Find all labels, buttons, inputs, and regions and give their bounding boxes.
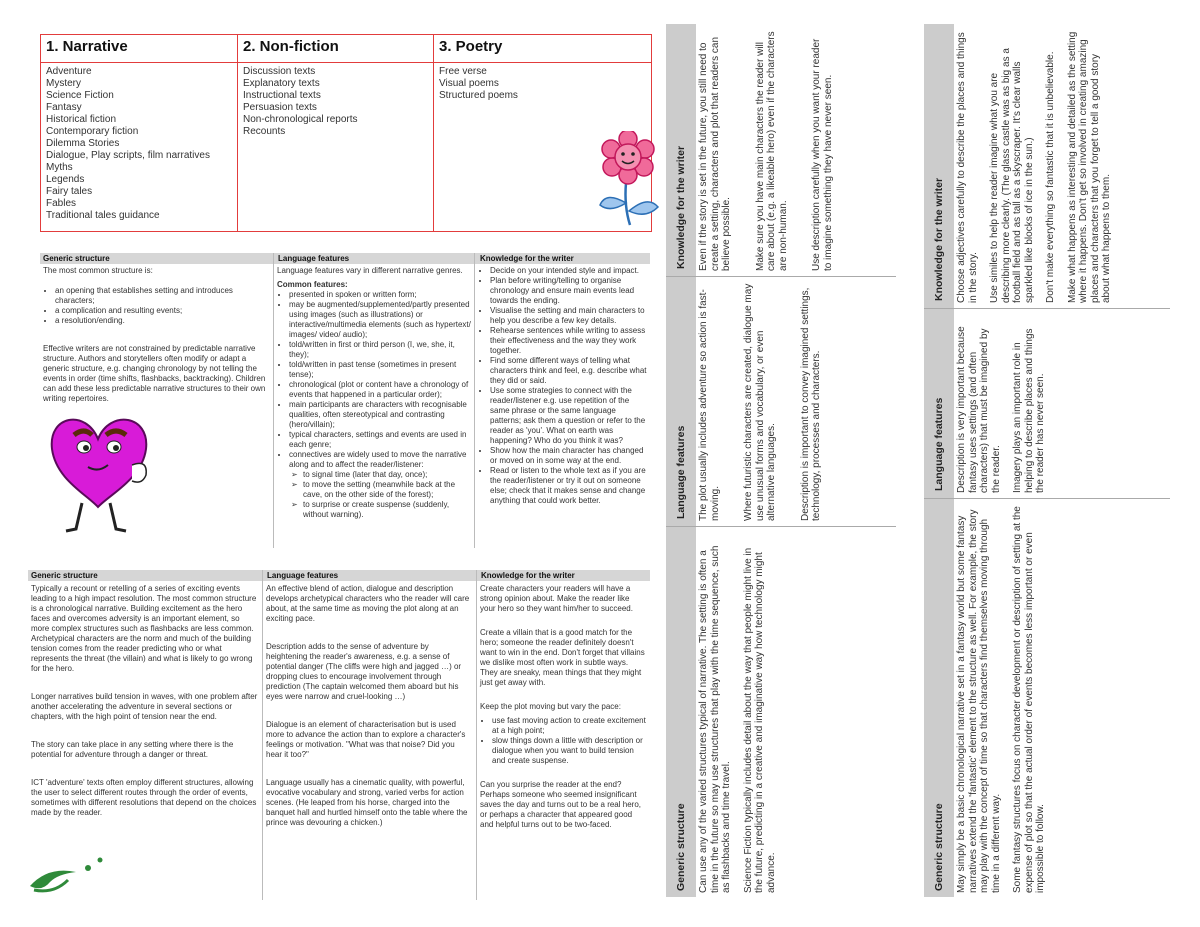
paragraph: Description is very important because fantasy uses settings (and often characters) that must be imagined by the reader. xyxy=(956,326,1002,493)
paragraph: Use description carefully when you want your reader to imagine something they have never seen. xyxy=(811,38,834,271)
list-item: Traditional tales guidance xyxy=(46,210,160,221)
list-item: • an opening that establishes setting and introduces characters; xyxy=(55,286,269,306)
paragraph: Some fantasy structures focus on character development or description of setting at the expense of plot so that the actual order of events becomes less important or even impossible to follow. xyxy=(1012,506,1046,893)
list-item: • chronological (plot or content have a chronology of events that happened in a particular order); xyxy=(289,380,471,400)
paragraph: Where futuristic characters are created, dialogue may use unusual forms and vocabulary, or even alternative languages. xyxy=(743,283,777,521)
paragraph: Can use any of the varied structures typical of narrative. The setting is often a time in the future so may use structures that play with the time sequence, such as flashbacks and time travel. xyxy=(698,545,732,893)
narrative-heading: 1. Narrative xyxy=(41,35,237,63)
paragraph: ICT 'adventure' texts often employ different structures, allowing the user to select different routes through the order of events, sometimes with different resolutions that depend on the choices made by the reader. xyxy=(31,778,257,817)
list-item: Explanatory texts xyxy=(243,78,320,89)
list-item: Legends xyxy=(46,174,85,185)
column-header: Knowledge for the writer xyxy=(481,571,575,580)
language-features-cell xyxy=(274,266,474,520)
paragraph: Imagery plays an important role in helping to describe places and things the reader has never seen. xyxy=(1012,328,1046,493)
paragraph: Don't make everything so fantastic that it is unbelievable. xyxy=(1045,51,1056,303)
paragraph: Create a villain that is a good match for the hero; someone the reader definitely doesn't want to win in the end. Don't forget that villains we dislike most often work in subtle ways. They are sneaky, mean things that they might just get away with. xyxy=(480,628,645,687)
list-item: Science Fiction xyxy=(46,90,114,101)
column-header: Knowledge for the writer xyxy=(480,254,574,263)
list-item: Non-chronological reports xyxy=(243,114,358,125)
list-item: • main participants are characters with recognisable qualities, often stereotypical and contrasting (hero/villain); xyxy=(289,400,471,430)
list-item: Historical fiction xyxy=(46,114,117,125)
list-item: • Rehearse sentences while writing to assess their effectiveness and the way they work together. xyxy=(490,326,647,356)
list-item: Instructional texts xyxy=(243,90,321,101)
connective-list xyxy=(289,470,471,520)
list-item: • told/written in past tense (sometimes in present tense); xyxy=(289,360,471,380)
generic-bullets xyxy=(43,286,269,326)
column-header: Generic structure xyxy=(43,254,110,263)
fantasy-language-cell xyxy=(956,311,1170,497)
lang-common-heading: Common features: xyxy=(277,280,348,289)
narrative-column xyxy=(41,35,238,231)
poetry-list xyxy=(434,63,651,102)
narrative-overview-table xyxy=(40,253,650,548)
list-item: ➢ to move the setting (meanwhile back at the cave, on the other side of the forest); xyxy=(303,480,471,500)
fantasy-generic-cell xyxy=(956,501,1170,897)
adventure-generic-cell xyxy=(28,584,261,827)
list-item: Mystery xyxy=(46,78,81,89)
lang-intro: Language features vary in different narrative genres. xyxy=(277,266,463,275)
list-item: Free verse xyxy=(439,66,487,77)
poetry-heading: 3. Poetry xyxy=(434,35,651,63)
leaf-decoration-icon xyxy=(28,852,108,896)
column-header: Language features xyxy=(278,254,350,263)
list-item: Fairy tales xyxy=(46,186,93,197)
pace-bullets xyxy=(480,716,647,766)
list-item: • Read or listen to the whole text as if you are the reader/listener or try it out on someone else; check that it makes sense and change anything that could work better. xyxy=(490,466,647,506)
list-item: ➢ to signal time (later that day, once); xyxy=(303,470,471,480)
list-item: • Use some strategies to connect with the reader/listener e.g. use repetition of the same phrase or the same language patterns; ask them a question or refer to the reader as 'you'. What on earth was happening? Who do you think it was? xyxy=(490,386,647,446)
paragraph: Keep the plot moving but vary the pace: xyxy=(480,702,621,711)
list-item: Fantasy xyxy=(46,102,82,113)
column-header: Generic structure xyxy=(675,803,687,891)
nonfiction-list xyxy=(238,63,433,138)
paragraph: Longer narratives build tension in waves, with one problem after another accelerating the adventure in several sections or chapters, with the high point of tension near the end. xyxy=(31,692,258,721)
column-header: Language features xyxy=(267,571,339,580)
generic-paragraph: Effective writers are not constrained by predictable narrative structure. Authors and storytellers often modify or adapt a generic structure, e.g. changing chronology by not telling the events in order (time shifts, flashbacks, backtracking). Children can add these less predictable narrative structures to their own writing repertoires. xyxy=(43,344,266,403)
list-item: • slow things down a little with description or dialogue when you want to build tension and create suspense. xyxy=(492,736,647,766)
paragraph: Use similes to help the reader imagine what you are describing more clearly. (The glass castle was as big as a football field and as tall as a skyscraper. It's clear walls sparkled like blocks of ice in the sun.) xyxy=(989,48,1035,303)
heart-character-icon xyxy=(46,409,156,539)
list-item: • connectives are widely used to move the narrative along and to affect the reader/listener: xyxy=(289,450,471,470)
list-item: Contemporary fiction xyxy=(46,126,139,137)
knowledge-bullets xyxy=(478,266,647,506)
list-item: Structured poems xyxy=(439,90,518,101)
list-item: • Visualise the setting and main characters to help you describe a few key details. xyxy=(490,306,647,326)
list-item: Dialogue, Play scripts, film narratives xyxy=(46,150,210,161)
list-item: Discussion texts xyxy=(243,66,316,77)
paragraph: Even if the story is set in the future, you still need to create a setting, characters and plot that readers can believe possible. xyxy=(698,36,732,271)
genres-table xyxy=(40,34,652,232)
paragraph: Make what happens as interesting and detailed as the setting where it happens. Don't get so involved in creating amazing places and characters that you forget to tell a good story about what happens to them. xyxy=(1066,31,1112,303)
nonfiction-heading: 2. Non-fiction xyxy=(238,35,433,63)
science-fiction-table xyxy=(666,24,896,897)
list-item: ➢ to surprise or create suspense (suddenly, without warning). xyxy=(303,500,471,520)
fantasy-table xyxy=(924,24,1170,897)
list-item: • told/written in first or third person (I, we, she, it, they); xyxy=(289,340,471,360)
lang-bullets xyxy=(277,290,471,470)
scifi-knowledge-cell xyxy=(698,24,896,275)
nonfiction-column xyxy=(238,35,434,231)
paragraph: May simply be a basic chronological narrative set in a fantasy world but some fantasy narratives extend the 'fantastic' element to the structure as well. For example, the story may play with the concept of time so that characters find themselves moving through time in a different way. xyxy=(956,509,1002,893)
list-item: • Find some different ways of telling what characters think and feel, e.g. describe what they did or said. xyxy=(490,356,647,386)
column-header: Generic structure xyxy=(31,571,98,580)
paragraph: Description is important to convey imagined settings, technology, processes and characters. xyxy=(799,287,822,521)
column-header: Knowledge for the writer xyxy=(933,177,945,301)
column-header: Knowledge for the writer xyxy=(675,145,687,269)
scifi-language-cell xyxy=(698,279,896,525)
paragraph: Typically a recount or retelling of a series of exciting events leading to a high impact resolution. The most common structure is a chronological narrative. Building excitement as the hero faces and overcomes adversity is an important element, so more complex structures such as flashbacks are less common. Archetypical characters are the norm and much of the building tension comes from the reader predicting who or what represents the threat (the villain) and what is likely to go wrong for the hero. xyxy=(31,584,257,673)
list-item: • may be augmented/supplemented/partly presented using images (such as illustrations) or interactive/multimedia elements (such as hypertext/ images/ video/ audio); xyxy=(289,300,471,340)
list-item: Persuasion texts xyxy=(243,102,317,113)
adventure-knowledge-cell xyxy=(477,584,650,839)
scifi-generic-cell xyxy=(698,529,896,897)
narrative-list xyxy=(41,63,237,222)
list-item: • use fast moving action to create excitement at a high point; xyxy=(492,716,647,736)
list-item: Dilemma Stories xyxy=(46,138,120,149)
paragraph: Language usually has a cinematic quality, with powerful, evocative vocabulary and strong, varied verbs for action scenes. (He leaped from his horse, charged into the banquet hall and hurtled himself onto the table where the prince was devouring a chicken.) xyxy=(266,778,468,827)
paragraph: Can you surprise the reader at the end? Perhaps someone who seemed insignificant saves the day and turns out to be a real hero, or perhaps a character that appeared good and helpful turns out to be two-faced. xyxy=(480,780,641,829)
list-item: • Decide on your intended style and impact. xyxy=(490,266,647,276)
list-item: Adventure xyxy=(46,66,92,77)
generic-intro: The most common structure is: xyxy=(43,266,153,275)
paragraph: Choose adjectives carefully to describe the places and things in the story. xyxy=(956,32,979,303)
paragraph: Science Fiction typically includes detail about the way that people might live in the future, predicting in a creative and imaginative way how technology might advance. xyxy=(742,547,777,893)
generic-structure-cell xyxy=(40,266,272,404)
knowledge-cell xyxy=(475,266,650,506)
paragraph: Create characters your readers will have a strong opinion about. Make the reader like your hero so they want him/her to succeed. xyxy=(480,584,633,613)
list-item: • presented in spoken or written form; xyxy=(289,290,471,300)
column-header: Generic structure xyxy=(933,803,945,891)
list-item: • Plan before writing/telling to organise chronology and ensure main events lead towards the ending. xyxy=(490,276,647,306)
adventure-language-cell xyxy=(263,584,475,837)
flower-icon xyxy=(596,131,660,227)
list-item: Myths xyxy=(46,162,73,173)
list-item: Visual poems xyxy=(439,78,499,89)
column-header: Language features xyxy=(675,425,687,519)
list-item: • a resolution/ending. xyxy=(55,316,269,326)
list-item: Fables xyxy=(46,198,77,209)
paragraph: Make sure you have main characters the reader will care about (e.g. a likeable hero) even if the characters are non-human. xyxy=(754,31,789,271)
paragraph: Dialogue is an element of characterisation but is used more to advance the action than to explore a character's feelings or motivation. "What was that noise? Did you hear it too?" xyxy=(266,720,466,759)
fantasy-knowledge-cell xyxy=(956,24,1170,307)
column-header: Language features xyxy=(933,397,945,491)
paragraph: An effective blend of action, dialogue and description develops archetypical characters who the reader will care about, at the same time as moving the plot along at an exciting pace. xyxy=(266,584,470,623)
list-item: • Show how the main character has changed or moved on in some way at the end. xyxy=(490,446,647,466)
list-item: • a complication and resulting events; xyxy=(55,306,269,316)
paragraph: The story can take place in any setting where there is the potential for adventure through a danger or threat. xyxy=(31,740,234,759)
paragraph: Description adds to the sense of adventure by heightening the reader's awareness, e.g. a sense of potential danger (The cliffs were high and jagged …) or dropping clues to encourage involvement through prediction (The captain welcomed them aboard but his eyes were narrow and cruel-looking …) xyxy=(266,642,462,701)
adventure-table xyxy=(28,570,650,900)
paragraph: The plot usually includes adventure so action is fast-moving. xyxy=(698,289,721,521)
list-item: • typical characters, settings and events are used in each genre; xyxy=(289,430,471,450)
list-item: Recounts xyxy=(243,126,286,137)
